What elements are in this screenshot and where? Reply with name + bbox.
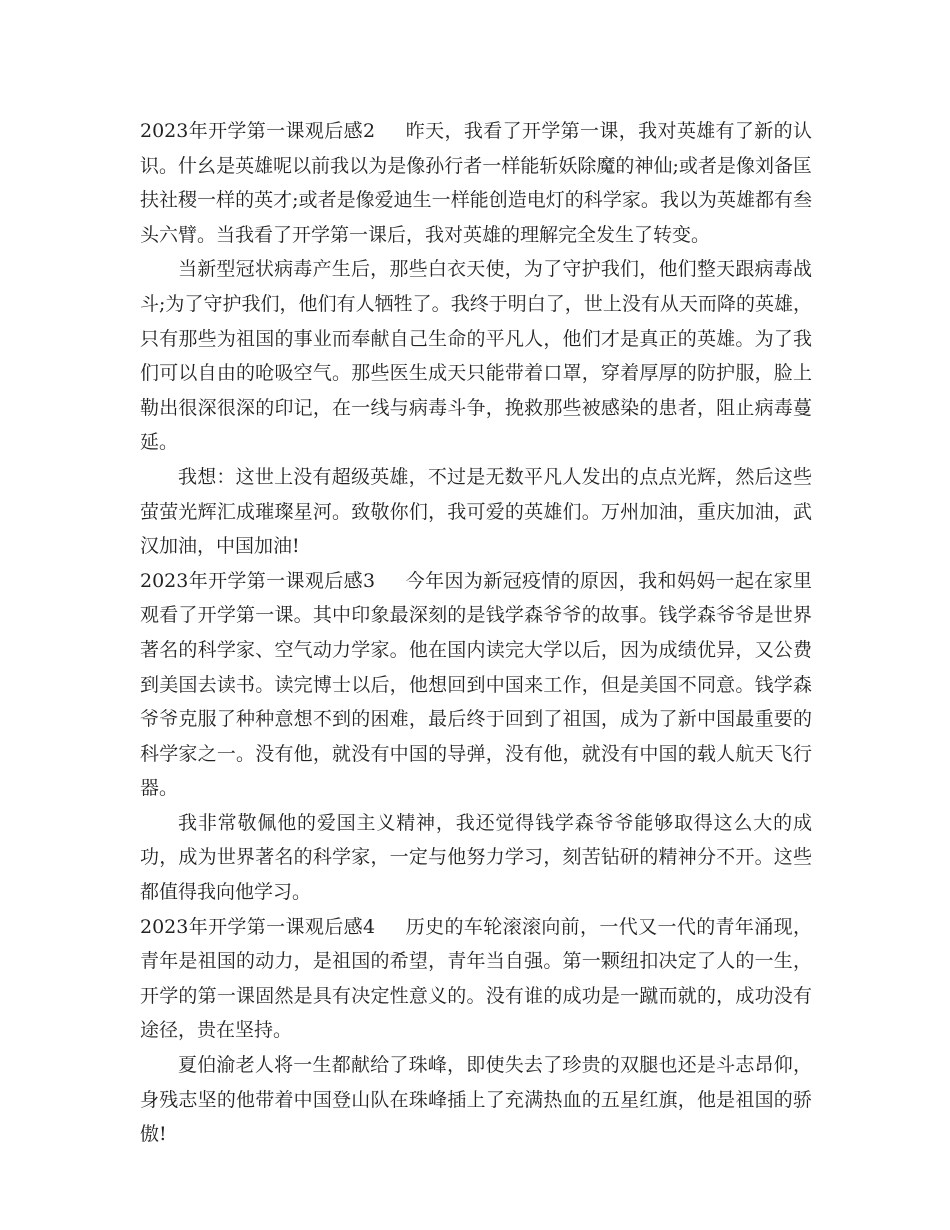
document-page [140, 114, 812, 1152]
body-paragraph: 当新型冠状病毒产生后，那些白衣天使，为了守护我们，他们整天跟病毒战斗;为了守护我们，他们有人牺牲了。我终于明白了，世上没有从天而降的英雄，只有那些为祖国的事业而奉献自己生命的平凡人，他们才是真正的英雄。为了我们可以自由的呛吸空气。那些医生成天只能带着口罩，穿着厚厚的防护服，脸上勒出很深很深的印记，在一线与病毒斗争，挽救那些被感染的患者，阻止病毒蔓延。 [140, 258, 812, 454]
section-title: 2023年开学第一课观后感4 [140, 915, 376, 938]
section-first-text: 今年因为新冠疫情的原因，我和妈妈一起在家里观看了开学第一课。其中印象最深刻的是钱学森爷爷的故事。钱学森爷爷是世界著名的科学家、空气动力学家。他在国内读完大学以后，因为成绩优异，又公费到美国去读书。读完博士以后，他想回到中国来工作，但是美国不同意。钱学森爷爷克服了种种意想不到的困难，最后终于回到了祖国，成为了新中国最重要的科学家之一。没有他，就没有中国的导弹，没有他，就没有中国的载人航天飞行器。 [140, 569, 812, 800]
section-lead-paragraph [140, 114, 812, 252]
essay-section-3 [140, 564, 812, 910]
essay-section-2 [140, 114, 812, 564]
section-first-text: 昨天，我看了开学第一课，我对英雄有了新的认识。什幺是英雄呢以前我以为是像孙行者一样能斩妖除魔的神仙;或者是像刘备匡扶社稷一样的英才;或者是像爱迪生一样能创造电灯的科学家。我以为英雄都有叁头六臂。当我看了开学第一课后，我对英雄的理解完全发生了转变。 [140, 120, 812, 246]
section-lead-paragraph [140, 910, 812, 1048]
body-paragraph: 夏伯渝老人将一生都献给了珠峰，即使失去了珍贵的双腿也还是斗志昂仰，身残志坚的他带着中国登山队在珠峰插上了充满热血的五星红旗，他是祖国的骄傲! [140, 1054, 812, 1146]
body-paragraph: 我非常敬佩他的爱国主义精神，我还觉得钱学森爷爷能够取得这么大的成功，成为世界著名的科学家，一定与他努力学习，刻苦钻研的精神分不开。这些都值得我向他学习。 [140, 811, 812, 904]
section-title: 2023年开学第一课观后感2 [140, 120, 376, 142]
section-lead-paragraph [140, 564, 812, 806]
body-paragraph: 我想：这世上没有超级英雄，不过是无数平凡人发出的点点光辉，然后这些萤萤光辉汇成璀璨星河。致敬你们，我可爱的英雄们。万州加油，重庆加油，武汉加油，中国加油! [140, 465, 812, 558]
essay-section-4 [140, 910, 812, 1152]
section-first-text: 历史的车轮滚滚向前，一代又一代的青年涌现，青年是祖国的动力，是祖国的希望，青年当自强。第一颗纽扣决定了人的一生，开学的第一课固然是具有决定性意义的。没有谁的成功是一蹴而就的，成功没有途径，贵在坚持。 [140, 915, 812, 1042]
section-title: 2023年开学第一课观后感3 [140, 569, 376, 592]
